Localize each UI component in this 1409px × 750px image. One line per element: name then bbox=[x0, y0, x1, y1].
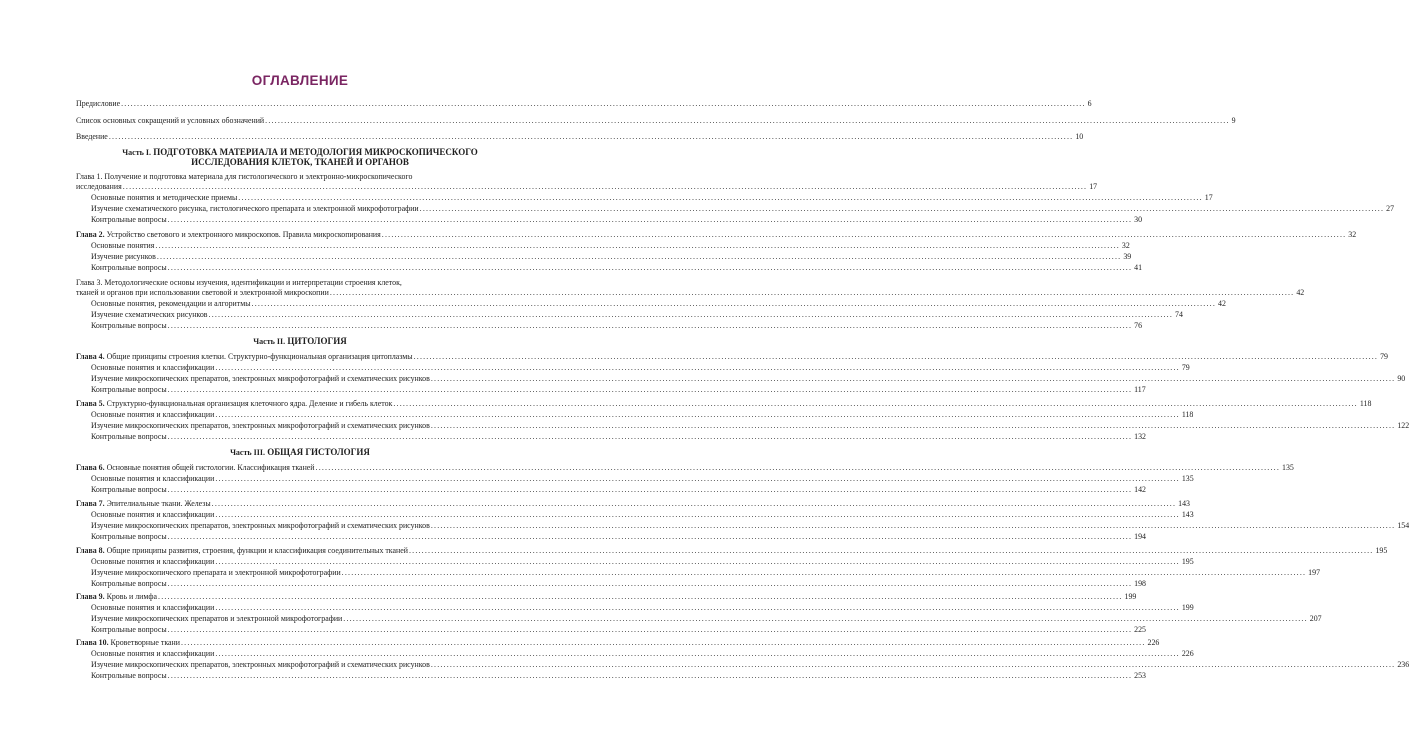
toc-subentry[interactable]: Контрольные вопросы ..... 198 bbox=[91, 579, 516, 589]
chapter-6-title[interactable]: Глава 6. Основные понятия общей гистологии. Классификация тканей ..... 135 bbox=[76, 463, 516, 473]
toc-subentry[interactable]: Контрольные вопросы ..... 194 bbox=[91, 532, 516, 542]
toc-subentry[interactable]: Изучение схематических рисунков ..... 74 bbox=[91, 310, 516, 320]
part-heading-1-cont: ИССЛЕДОВАНИЯ КЛЕТОК, ТКАНЕЙ И ОРГАНОВ bbox=[191, 157, 409, 167]
toc-subentry[interactable]: Основные понятия, рекомендации и алгоритмы ..... 42 bbox=[91, 299, 516, 309]
toc-subentry[interactable]: Основные понятия и классификации ..... 195 bbox=[91, 557, 516, 567]
toc-subentry[interactable]: Основные понятия и классификации ..... 226 bbox=[91, 649, 516, 659]
toc-entry-preface[interactable]: Предисловие ..... 6 bbox=[76, 99, 516, 109]
page-title: ОГЛАВЛЕНИЕ bbox=[251, 73, 349, 88]
chapter-4-title[interactable]: Глава 4. Общие принципы строения клетки. Структурно-функциональная организация цитоплазмы ..... 79 bbox=[76, 352, 516, 362]
toc-subentry[interactable]: Изучение микроскопических препаратов, электронных микрофотографий и схематических рисунков ..... 236 bbox=[91, 660, 516, 670]
chapter-1-title[interactable]: Глава 1. Получение и подготовка материала для гистологического и электронно-микроскопического bbox=[76, 172, 413, 181]
toc-subentry[interactable]: Изучение микроскопического препарата и электронной микрофотографии ..... 197 bbox=[91, 568, 516, 578]
toc-subentry[interactable]: Контрольные вопросы ..... 132 bbox=[91, 432, 516, 442]
toc-subentry[interactable]: Изучение микроскопических препаратов, электронных микрофотографий и схематических рисунков ..... 154 bbox=[91, 521, 516, 531]
toc-subentry[interactable]: Изучение схематического рисунка, гистологического препарата и электронной микрофотографии ..... 27 bbox=[91, 204, 516, 214]
chapter-3-title[interactable]: Глава 3. Методологические основы изучения, идентификации и интерпретации строения клеток, bbox=[76, 278, 402, 287]
toc-subentry[interactable]: Изучение рисунков ..... 39 bbox=[91, 252, 516, 262]
toc-subentry[interactable]: Изучение микроскопических препаратов, электронных микрофотографий и схематических рисунков ..... 122 bbox=[91, 421, 516, 431]
toc-entry-introduction[interactable]: Введение ..... 10 bbox=[76, 132, 516, 142]
chapter-7-title[interactable]: Глава 7. Эпителиальные ткани. Железы ..... 143 bbox=[76, 499, 516, 509]
toc-subentry[interactable]: Контрольные вопросы ..... 253 bbox=[91, 671, 516, 681]
toc-subentry[interactable]: Основные понятия и классификации ..... 143 bbox=[91, 510, 516, 520]
chapter-10-title[interactable]: Глава 10. Кроветворные ткани ..... 226 bbox=[76, 638, 516, 648]
toc-subentry[interactable]: Контрольные вопросы ..... 142 bbox=[91, 485, 516, 495]
toc-subentry[interactable]: Контрольные вопросы ..... 76 bbox=[91, 321, 516, 331]
toc-subentry[interactable]: Основные понятия и классификации ..... 135 bbox=[91, 474, 516, 484]
toc-subentry[interactable]: Контрольные вопросы ..... 117 bbox=[91, 385, 516, 395]
toc-entry-abbreviations[interactable]: Список основных сокращений и условных обозначений ..... 9 bbox=[76, 116, 516, 126]
toc-subentry[interactable]: Основные понятия ..... 32 bbox=[91, 241, 516, 251]
chapter-2-title[interactable]: Глава 2. Устройство светового и электронного микроскопов. Правила микроскопирования ..... 32 bbox=[76, 230, 516, 240]
toc-subentry[interactable]: Изучение микроскопических препаратов, электронных микрофотографий и схематических рисунков ..... 90 bbox=[91, 374, 516, 384]
chapter-9-title[interactable]: Глава 9. Кровь и лимфа ..... 199 bbox=[76, 592, 516, 602]
toc-subentry[interactable]: Основные понятия и классификации ..... 118 bbox=[91, 410, 516, 420]
part-heading-3: Часть III. ОБЩАЯ ГИСТОЛОГИЯ bbox=[230, 447, 370, 457]
chapter-1-title-cont[interactable]: исследования ..... 17 bbox=[76, 182, 516, 192]
toc-subentry[interactable]: Основные понятия и классификации ..... 79 bbox=[91, 363, 516, 373]
part-heading-2: Часть II. ЦИТОЛОГИЯ bbox=[253, 336, 347, 346]
toc-subentry[interactable]: Основные понятия и классификации ..... 199 bbox=[91, 603, 516, 613]
toc-subentry[interactable]: Контрольные вопросы ..... 30 bbox=[91, 215, 516, 225]
chapter-5-title[interactable]: Глава 5. Структурно-функциональная организация клеточного ядра. Деление и гибель клеток ..... 118 bbox=[76, 399, 516, 409]
chapter-3-title-cont[interactable]: тканей и органов при использовании световой и электронной микроскопии ..... 42 bbox=[76, 288, 516, 298]
toc-subentry[interactable]: Контрольные вопросы ..... 41 bbox=[91, 263, 516, 273]
toc-subentry[interactable]: Основные понятия и методические приемы ..... 17 bbox=[91, 193, 516, 203]
part-heading-1: Часть I. ПОДГОТОВКА МАТЕРИАЛА И МЕТОДОЛОГИЯ МИКРОСКОПИЧЕСКОГО bbox=[122, 147, 478, 157]
toc-subentry[interactable]: Контрольные вопросы ..... 225 bbox=[91, 625, 516, 635]
toc-subentry[interactable]: Изучение микроскопических препаратов и электронной микрофотографии ..... 207 bbox=[91, 614, 516, 624]
chapter-8-title[interactable]: Глава 8. Общие принципы развития, строения, функции и классификация соединительных тканей ..... 195 bbox=[76, 546, 516, 556]
